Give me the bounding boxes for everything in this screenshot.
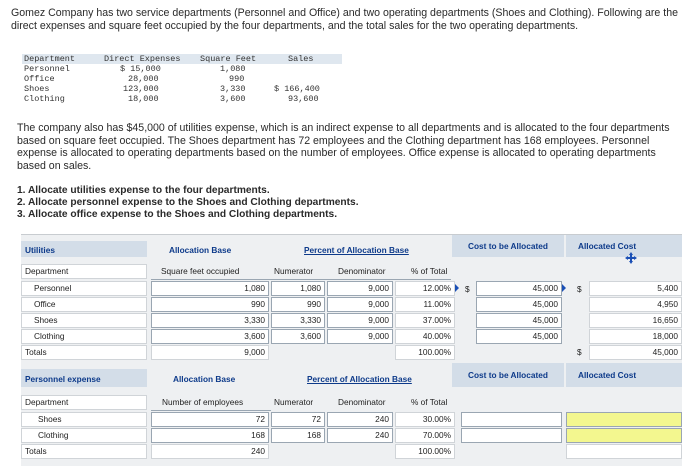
personnel-department-label: Department (21, 395, 147, 410)
worksheet-panel (21, 234, 682, 466)
utilities-base-input[interactable]: 3,330 (151, 313, 269, 328)
personnel-numerator-input[interactable]: 168 (271, 428, 325, 443)
given-row-dept: Personnel (24, 64, 70, 74)
given-row-sqft: 3,600 (220, 94, 246, 104)
dollar-sign: $ (577, 284, 582, 294)
personnel-row-dept: Shoes (21, 412, 147, 427)
personnel-base-input[interactable]: 168 (151, 428, 269, 443)
utilities-total-base: 9,000 (151, 345, 269, 360)
given-header-square-feet: Square Feet (200, 54, 257, 64)
personnel-denominator-input[interactable]: 240 (327, 428, 393, 443)
personnel-row-dept: Clothing (21, 428, 147, 443)
personnel-total-pct: 100.00% (395, 444, 455, 459)
utilities-total-allocated: 45,000 (589, 345, 682, 360)
utilities-allocated-output: 18,000 (589, 329, 682, 344)
given-header-sales: Sales (288, 54, 314, 64)
utilities-cost-header: Cost to be Allocated (468, 241, 548, 251)
personnel-total-base: 240 (151, 444, 269, 459)
given-row-sqft: 990 (229, 74, 245, 84)
given-header-department: Department (24, 54, 76, 64)
given-row-sales: $ 166,400 (274, 84, 320, 94)
utilities-base-name: Square feet occupied (161, 266, 240, 276)
move-icon[interactable] (625, 251, 637, 263)
given-data-table (22, 54, 342, 112)
caret-icon (562, 284, 566, 292)
utilities-percent-header: Percent of Allocation Base (304, 245, 409, 255)
utilities-pct-output: 11.00% (395, 297, 455, 312)
utilities-row-dept: Personnel (21, 281, 147, 296)
utilities-numerator-input[interactable]: 3,330 (271, 313, 325, 328)
utilities-totals-label: Totals (21, 345, 147, 360)
given-row-sales: 93,600 (288, 94, 319, 104)
utilities-row-dept: Clothing (21, 329, 147, 344)
requirements-list (17, 185, 687, 221)
utilities-row-dept: Shoes (21, 313, 147, 328)
personnel-cost-header: Cost to be Allocated (468, 370, 548, 380)
personnel-allocated-input[interactable] (566, 428, 682, 443)
utilities-numerator-input[interactable]: 990 (271, 297, 325, 312)
requirement-item: 1. Allocate utilities expense to the four departments. (17, 185, 270, 196)
utilities-denominator-label: Denominator (338, 266, 386, 276)
utilities-allocated-output: 4,950 (589, 297, 682, 312)
given-row-direct: 18,000 (128, 94, 159, 104)
personnel-total-allocated (566, 444, 682, 459)
personnel-base-input[interactable]: 72 (151, 412, 269, 427)
caret-icon (455, 284, 459, 292)
utilities-pct-output: 37.00% (395, 313, 455, 328)
personnel-denominator-input[interactable]: 240 (327, 412, 393, 427)
utilities-denominator-input[interactable]: 9,000 (327, 297, 393, 312)
given-header-direct-expenses: Direct Expenses (104, 54, 181, 64)
given-row-sqft: 1,080 (220, 64, 246, 74)
utilities-cost-input[interactable]: 45,000 (476, 329, 562, 344)
dollar-sign: $ (465, 284, 470, 294)
given-row-direct: $ 15,000 (120, 64, 161, 74)
given-row-dept: Shoes (24, 84, 50, 94)
personnel-pct-output: 70.00% (395, 428, 455, 443)
personnel-pct-total-label: % of Total (411, 397, 448, 407)
given-row-direct: 28,000 (128, 74, 159, 84)
utilities-cost-input[interactable]: 45,000 (476, 281, 562, 296)
personnel-allocated-input[interactable] (566, 412, 682, 427)
personnel-base-name: Number of employees (162, 397, 244, 407)
utilities-base-input[interactable]: 3,600 (151, 329, 269, 344)
divider (151, 279, 271, 280)
requirement-item: 2. Allocate personnel expense to the Shoes and Clothing departments. (17, 197, 359, 208)
problem-paragraph: The company also has $45,000 of utilities expense, which is an indirect expense to all departments and is allocated to the four departments based on square feet occupied. The Shoes department has 72 employees and the Clothing department has 168 employees. Personnel expense is allocated to operating departments based on the number of employees. Office expense is allocated to operating departments based on sales. (17, 122, 670, 172)
utilities-allocated-output: 16,650 (589, 313, 682, 328)
utilities-cost-input[interactable]: 45,000 (476, 313, 562, 328)
dollar-sign: $ (577, 347, 582, 357)
utilities-base-input[interactable]: 990 (151, 297, 269, 312)
requirement-item: 3. Allocate office expense to the Shoes and Clothing departments. (17, 209, 338, 220)
utilities-pct-output: 40.00% (395, 329, 455, 344)
utilities-total-pct: 100.00% (395, 345, 455, 360)
personnel-allocated-header: Allocated Cost (578, 370, 637, 380)
personnel-title: Personnel expense (25, 374, 101, 384)
personnel-cost-input[interactable] (461, 428, 562, 443)
utilities-department-label: Department (21, 264, 147, 279)
utilities-row-dept: Office (21, 297, 147, 312)
divider (271, 279, 451, 280)
personnel-cost-input[interactable] (461, 412, 562, 427)
personnel-numerator-input[interactable]: 72 (271, 412, 325, 427)
given-row-direct: 123,000 (123, 84, 159, 94)
given-row-sqft: 3,330 (220, 84, 246, 94)
utilities-allocated-output: 5,400 (589, 281, 682, 296)
personnel-allocation-base-header: Allocation Base (173, 374, 236, 384)
utilities-numerator-label: Numerator (274, 266, 314, 276)
given-row-dept: Office (24, 74, 55, 84)
personnel-pct-output: 30.00% (395, 412, 455, 427)
utilities-cost-input[interactable]: 45,000 (476, 297, 562, 312)
utilities-numerator-input[interactable]: 3,600 (271, 329, 325, 344)
personnel-totals-label: Totals (21, 444, 147, 459)
utilities-title: Utilities (25, 245, 55, 255)
given-row-dept: Clothing (24, 94, 65, 104)
utilities-denominator-input[interactable]: 9,000 (327, 313, 393, 328)
utilities-base-input[interactable]: 1,080 (151, 281, 269, 296)
utilities-allocation-base-header: Allocation Base (169, 245, 232, 255)
utilities-pct-output: 12.00% (395, 281, 455, 296)
utilities-denominator-input[interactable]: 9,000 (327, 329, 393, 344)
personnel-denominator-label: Denominator (338, 397, 386, 407)
utilities-denominator-input[interactable]: 9,000 (327, 281, 393, 296)
utilities-pct-total-label: % of Total (411, 266, 448, 276)
personnel-numerator-label: Numerator (274, 397, 314, 407)
utilities-allocated-header: Allocated Cost (578, 241, 637, 251)
personnel-percent-header: Percent of Allocation Base (307, 374, 412, 384)
divider (151, 410, 271, 411)
utilities-numerator-input[interactable]: 1,080 (271, 281, 325, 296)
intro-text: Gomez Company has two service departments (Personnel and Office) and two operating departments (Shoes and Clothing). Following are the direct expenses and square feet occupied by the four departments, and the total sales for the two operating departments. (11, 7, 678, 32)
